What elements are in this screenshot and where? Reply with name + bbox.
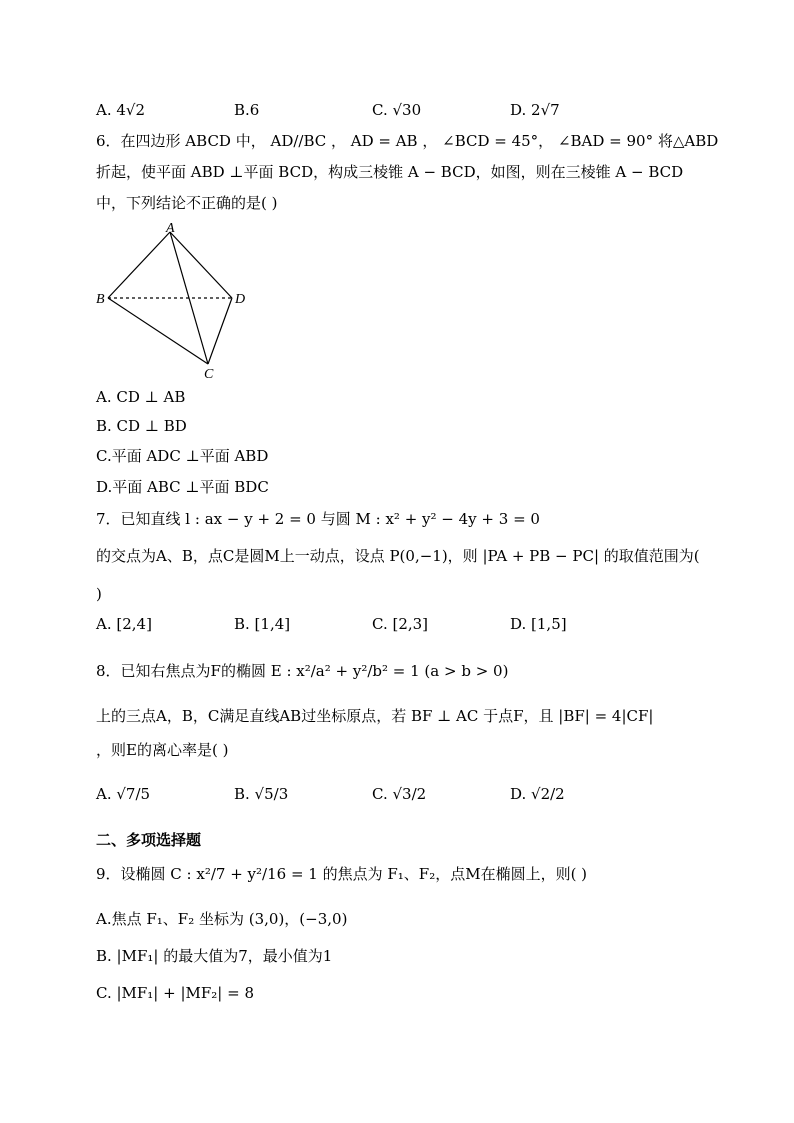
q6-stem-line2: 折起，使平面 ABD ⊥平面 BCD，构成三棱锥 A − BCD，如图，则在三棱锥 A − BCD — [96, 163, 684, 181]
figure-label-d: D — [235, 292, 246, 307]
q7-stem-line3: ) — [96, 585, 102, 603]
q8-stem-line1: 8．已知右焦点为F的椭圆 E : x²/a² + y²/b² = 1 (a > b > 0) — [96, 662, 509, 680]
q8-option-a: A. √7/5 — [96, 785, 151, 803]
figure-label-a: A — [166, 221, 175, 236]
q8-option-c: C. √3/2 — [372, 785, 427, 803]
q5-option-d: D. 2√7 — [510, 101, 560, 119]
q7-option-a: A. [2,4] — [96, 615, 152, 633]
q8-stem-line2: 上的三点A，B，C满足直线AB过坐标原点，若 BF ⊥ AC 于点F，且 |BF| = 4|CF| — [96, 707, 654, 725]
q8-option-d: D. √2/2 — [510, 785, 565, 803]
q9-stem-line1: 9．设椭圆 C : x²/7 + y²/16 = 1 的焦点为 F₁、F₂，点M在椭圆上，则( ) — [96, 865, 588, 883]
q5-option-b: B.6 — [234, 101, 260, 119]
q5-option-c: C. √30 — [372, 101, 422, 119]
q7-option-c: C. [2,3] — [372, 615, 429, 633]
q6-stem-line3: 中，下列结论不正确的是( ) — [96, 194, 278, 212]
q8-stem-line3: ，则E的离心率是( ) — [96, 741, 229, 759]
q7-stem-line2: 的交点为A、B，点C是圆M上一动点，设点 P(0,−1)，则 |PA + PB − PC| 的取值范围为( — [96, 547, 700, 565]
q5-option-a: A. 4√2 — [96, 101, 146, 119]
q9-option-b: B. |MF₁| 的最大值为7，最小值为1 — [96, 947, 333, 965]
q7-option-d: D. [1,5] — [510, 615, 567, 633]
q7-stem-line1: 7．已知直线 l : ax − y + 2 = 0 与圆 M : x² + y² − 4y + 3 = 0 — [96, 510, 540, 528]
tetrahedron-figure — [90, 218, 260, 383]
section-title-multi-choice: 二、多项选择题 — [96, 831, 202, 849]
q6-option-b: B. CD ⊥ BD — [96, 417, 187, 435]
q6-option-d: D.平面 ABC ⊥平面 BDC — [96, 478, 269, 496]
q6-stem-line1: 6．在四边形 ABCD 中， AD//BC ， AD = AB ， ∠BCD = 45°， ∠BAD = 90° 将△ABD — [96, 132, 719, 150]
q9-option-a: A.焦点 F₁、F₂ 坐标为 (3,0)，(−3,0) — [96, 910, 348, 928]
q8-option-b: B. √5/3 — [234, 785, 289, 803]
q9-option-c: C. |MF₁| + |MF₂| = 8 — [96, 984, 255, 1002]
q7-option-b: B. [1,4] — [234, 615, 291, 633]
q6-option-c: C.平面 ADC ⊥平面 ABD — [96, 447, 269, 465]
q6-option-a: A. CD ⊥ AB — [96, 388, 186, 406]
figure-label-b: B — [96, 292, 105, 307]
figure-label-c: C — [204, 367, 214, 382]
